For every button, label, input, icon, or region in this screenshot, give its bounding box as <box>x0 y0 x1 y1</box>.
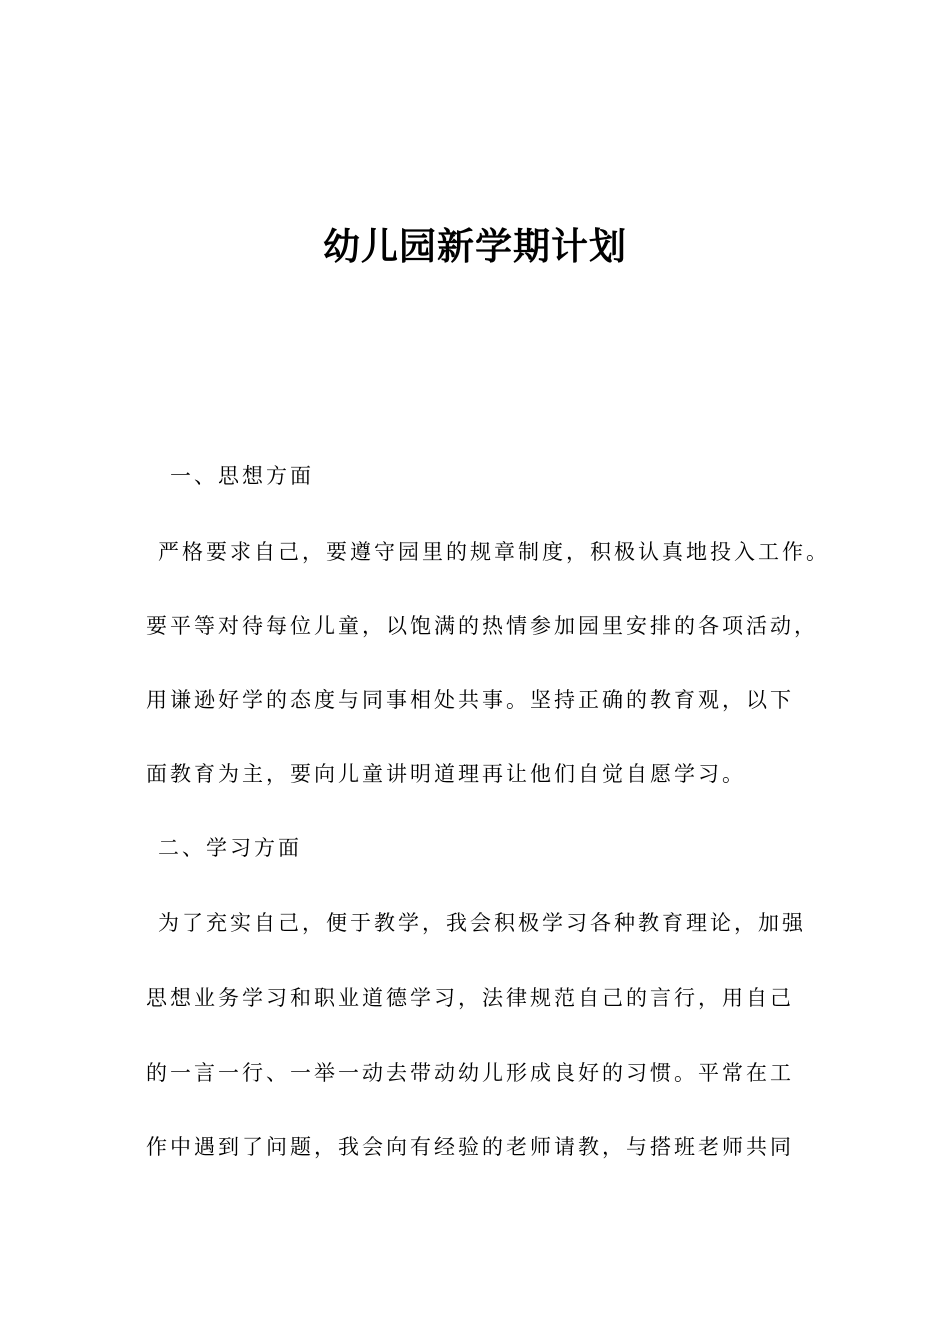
paragraph-line: 用谦逊好学的态度与同事相处共事。坚持正确的教育观，以下 <box>146 688 794 712</box>
document-title: 幼儿园新学期计划 <box>323 225 627 268</box>
paragraph-line: 严格要求自己，要遵守园里的规章制度，积极认真地投入工作。 <box>158 540 830 564</box>
paragraph-line: 面教育为主，要向儿童讲明道理再让他们自觉自愿学习。 <box>146 762 746 786</box>
paragraph-line: 作中遇到了问题，我会向有经验的老师请教，与搭班老师共同 <box>146 1135 794 1159</box>
paragraph-line: 为了充实自己，便于教学，我会积极学习各种教育理论，加强 <box>158 911 806 935</box>
section-heading-thought: 一、思想方面 <box>170 464 314 488</box>
paragraph-line: 思想业务学习和职业道德学习，法律规范自己的言行，用自己 <box>146 986 794 1010</box>
paragraph-line: 的一言一行、一举一动去带动幼儿形成良好的习惯。平常在工 <box>146 1061 794 1085</box>
section-heading-study: 二、学习方面 <box>158 836 302 860</box>
paragraph-line: 要平等对待每位儿童，以饱满的热情参加园里安排的各项活动， <box>146 614 818 638</box>
